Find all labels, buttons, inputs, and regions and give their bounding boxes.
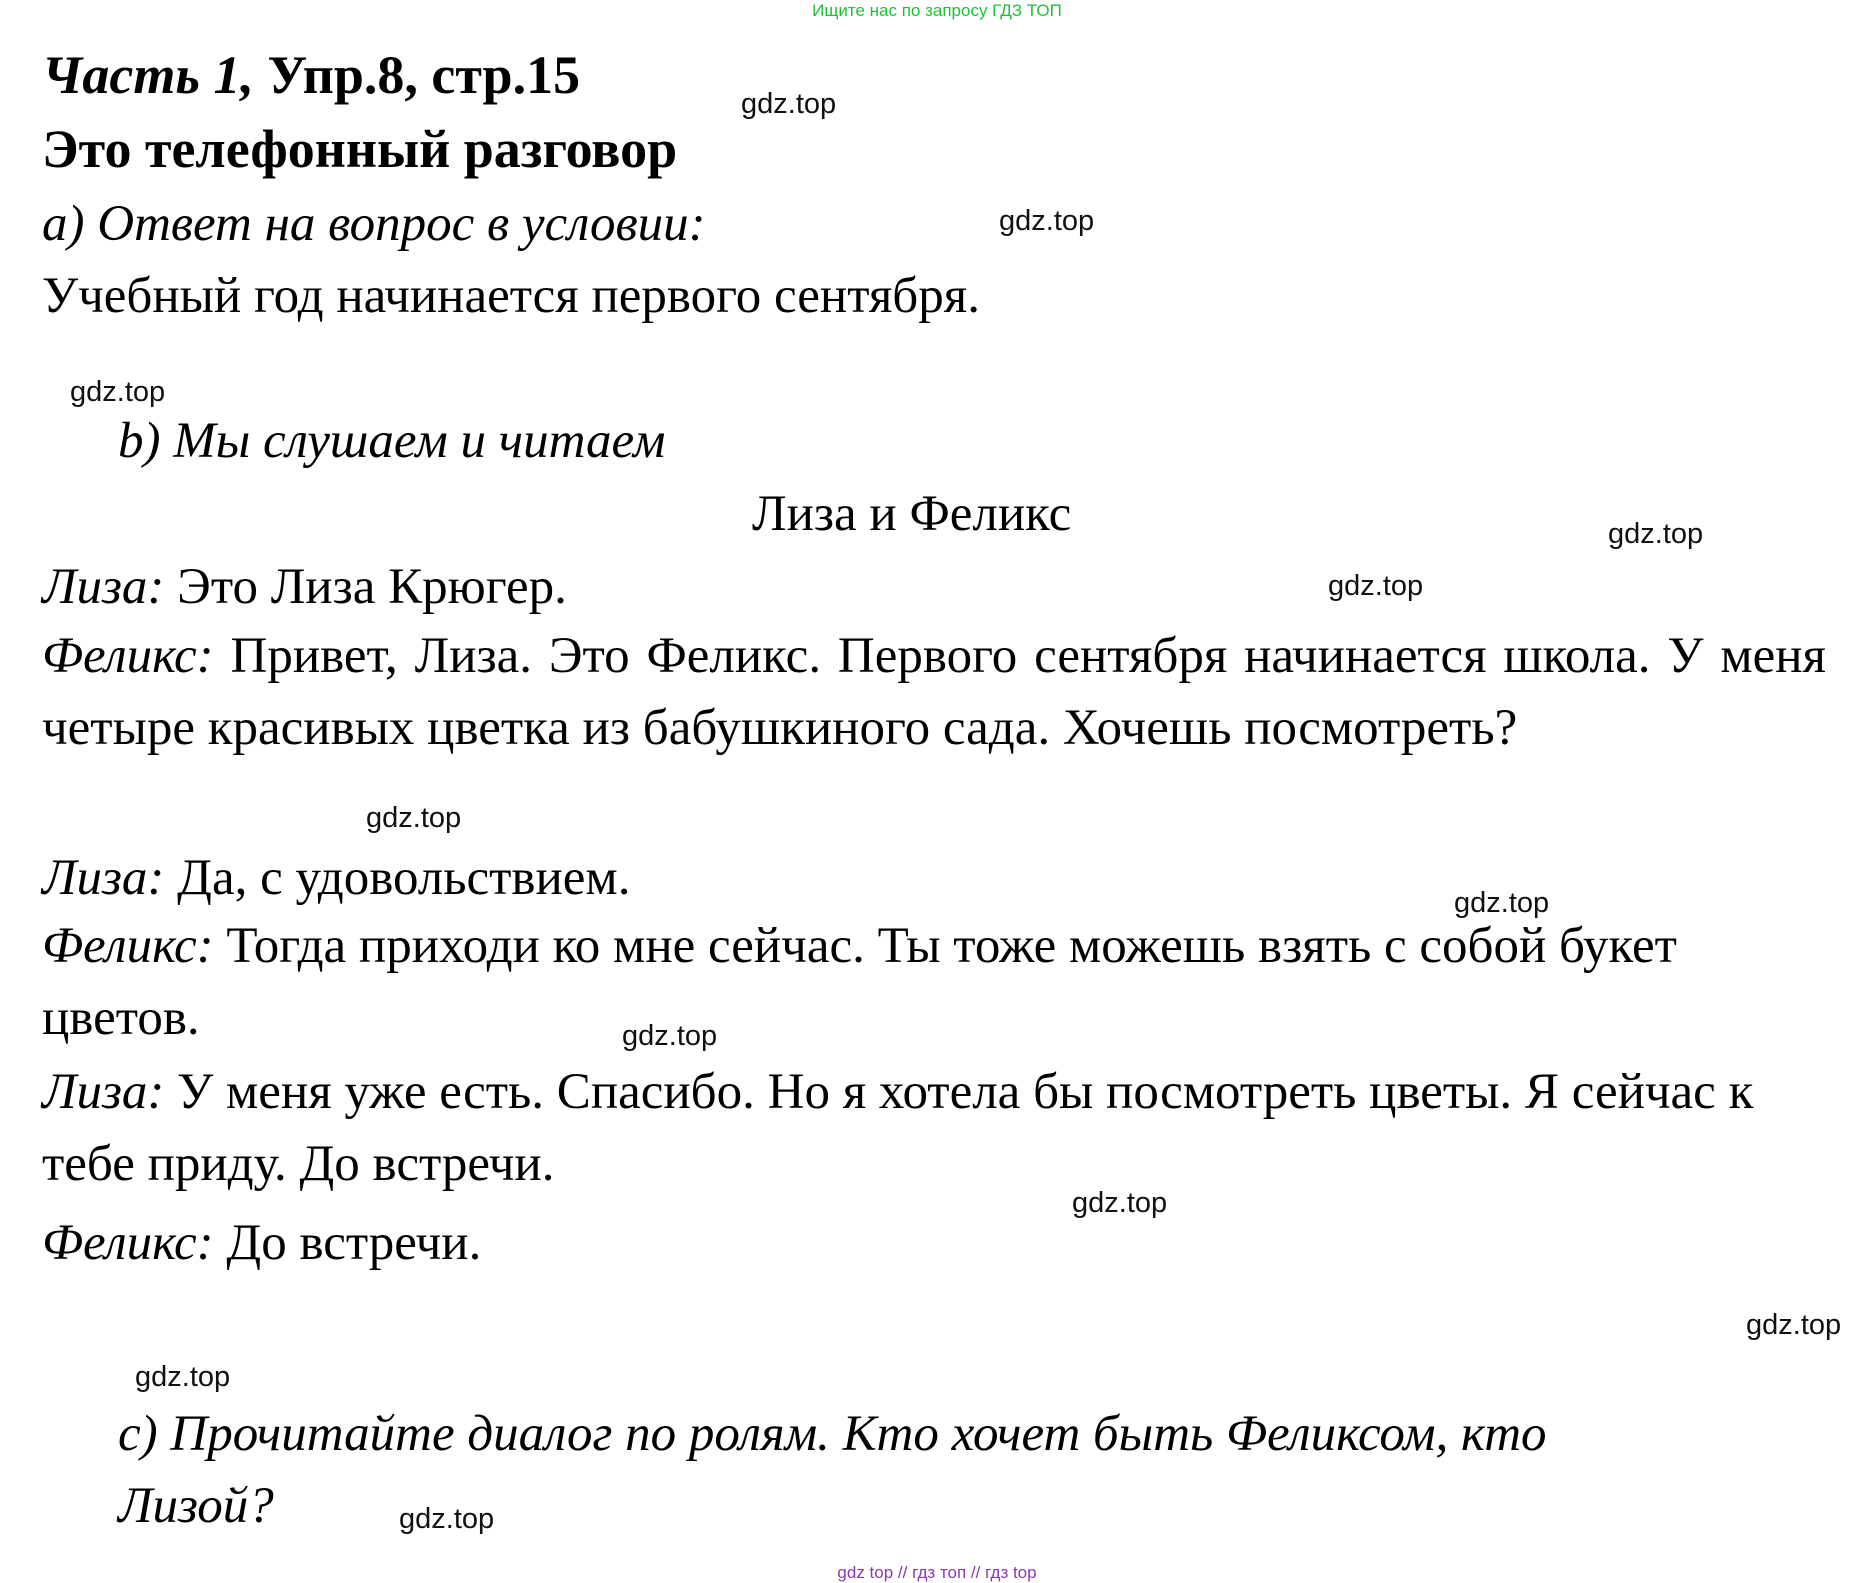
speaker-label: Лиза: xyxy=(42,850,165,906)
top-banner: Ищите нас по запросу ГДЗ ТОП xyxy=(812,1,1062,20)
speaker-label: Лиза: xyxy=(42,559,165,615)
watermark: gdz.top xyxy=(366,802,462,834)
dialog-line-1 xyxy=(42,557,567,617)
section-a-heading: a) Ответ на вопрос в условии: xyxy=(42,196,706,252)
watermark: gdz.top xyxy=(1608,518,1704,550)
watermark: gdz.top xyxy=(1454,887,1550,919)
page-subtitle: Это телефонный разговор xyxy=(42,119,678,179)
watermark: gdz.top xyxy=(399,1503,495,1535)
speaker-label: Феликс: xyxy=(42,628,214,684)
dialog-line-6 xyxy=(42,1213,481,1273)
watermark: gdz.top xyxy=(999,205,1095,237)
dialog-text: До встречи. xyxy=(213,1215,482,1271)
watermark: gdz.top xyxy=(741,88,837,120)
watermark: gdz.top xyxy=(622,1020,718,1052)
section-c-line-1: c) Прочитайте диалог по ролям. Кто хочет быть Феликсом, кто xyxy=(118,1406,1547,1462)
watermark: gdz.top xyxy=(1328,570,1424,602)
speaker-label: Феликс: xyxy=(42,918,214,974)
section-b-heading: b) Мы слушаем и читаем xyxy=(118,413,666,469)
part-label: Часть 1, xyxy=(42,45,255,105)
dialog-text: У меня уже есть. Спасибо. Но я хотела бы посмотреть цветы. Я сейчас к тебе приду. До встречи. xyxy=(42,1064,1754,1192)
section-c-line-2: Лизой? xyxy=(118,1478,274,1534)
watermark: gdz.top xyxy=(70,376,166,408)
dialog-title: Лиза и Феликс xyxy=(752,486,1072,542)
dialog-text: Да, с удовольствием. xyxy=(164,850,631,906)
dialog-text: Это Лиза Крюгер. xyxy=(164,559,567,615)
dialog-line-3 xyxy=(42,848,630,908)
dialog-text: Привет, Лиза. Это Феликс. Первого сентября начинается школа. У меня четыре красивых цветка из бабушкиного сада. Хочешь посмотреть? xyxy=(42,628,1826,756)
dialog-line-5 xyxy=(42,1056,1826,1200)
bottom-banner: gdz top // гдз топ // гдз top xyxy=(837,1563,1037,1582)
speaker-label: Феликс: xyxy=(42,1215,214,1271)
watermark: gdz.top xyxy=(135,1361,231,1393)
dialog-line-4 xyxy=(42,910,1826,1054)
watermark: gdz.top xyxy=(1746,1309,1842,1341)
watermark: gdz.top xyxy=(1072,1187,1168,1219)
dialog-text: Тогда приходи ко мне сейчас. Ты тоже можешь взять с собой букет цветов. xyxy=(42,918,1677,1046)
exercise-label: Упр.8, стр.15 xyxy=(267,45,581,105)
exercise-title xyxy=(42,44,580,106)
section-a-answer: Учебный год начинается первого сентября. xyxy=(42,268,980,324)
speaker-label: Лиза: xyxy=(42,1064,165,1120)
dialog-line-2 xyxy=(42,620,1826,764)
